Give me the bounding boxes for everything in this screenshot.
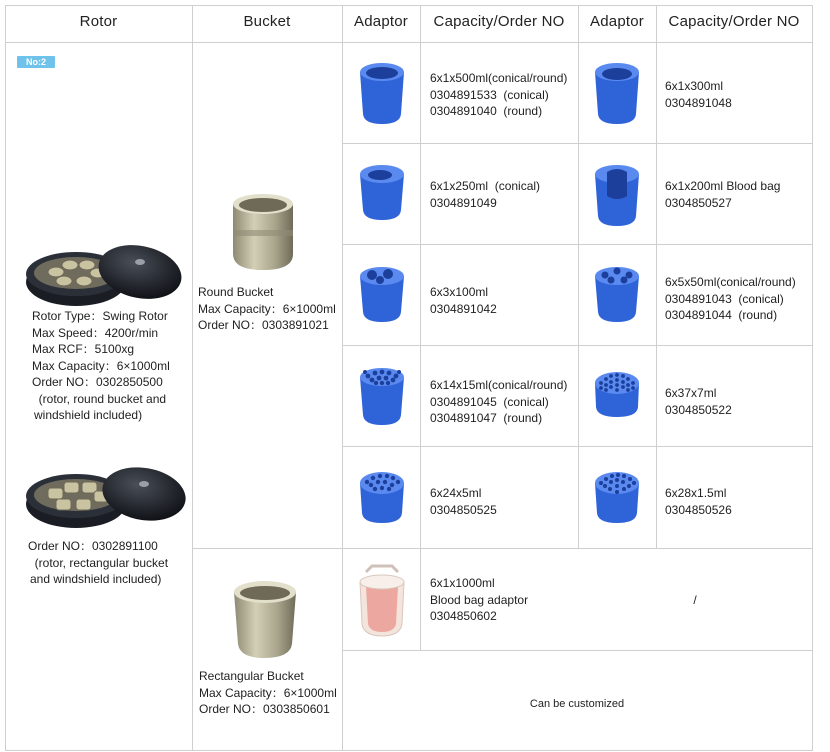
adaptor-spec-line: 0304850602 bbox=[430, 609, 497, 623]
table-border-left bbox=[5, 5, 6, 750]
adaptor-spec-line: 0304891045 (conical) bbox=[430, 394, 549, 409]
round-bucket-image bbox=[225, 190, 305, 280]
header-adaptor: Adaptor bbox=[354, 12, 408, 30]
adaptor-spec-line: 6x5x50ml(conical/round) bbox=[665, 275, 796, 289]
rotor-spec-line: (rotor, rectangular bucket bbox=[28, 555, 169, 570]
rectangular-bucket-image bbox=[228, 576, 308, 666]
adaptor-spec-line: 6x3x100ml bbox=[430, 285, 489, 299]
table-border-right bbox=[812, 5, 813, 750]
adaptor-spec-line: 6x14x15ml(conical/round) bbox=[430, 378, 568, 392]
bucket-spec-line: Order NO：0303891021 bbox=[198, 318, 329, 332]
adaptor-spec-line: 6x1x1000ml bbox=[430, 576, 495, 590]
header-bucket: Bucket bbox=[243, 12, 291, 30]
header-capacity: Capacity/Order NO bbox=[433, 12, 565, 30]
rotor-spec-line: Rotor Type：Swing Rotor bbox=[32, 309, 168, 323]
adaptor-28x1.5ml-image bbox=[587, 465, 647, 540]
adaptor-200ml-blood-bag-image bbox=[587, 160, 647, 235]
header-adaptor: Adaptor bbox=[590, 12, 644, 30]
rotor-number-badge: No:2 bbox=[17, 56, 55, 68]
not-applicable-mark: / bbox=[693, 593, 697, 607]
header-rotor: Rotor bbox=[79, 12, 118, 30]
adaptor-spec-line: 0304891049 bbox=[430, 195, 497, 210]
adaptor-spec-line: 6x24x5ml bbox=[430, 486, 482, 500]
header-divider bbox=[5, 42, 813, 43]
rotor-spec-line: Max RCF：5100xg bbox=[32, 342, 135, 356]
adaptor-spec-line: 6x1x250ml (conical) bbox=[430, 179, 541, 193]
adaptor-3x100ml-image bbox=[352, 262, 412, 337]
adaptor-spec-line: 6x1x300ml bbox=[665, 79, 724, 93]
row-divider bbox=[192, 548, 813, 549]
column-divider bbox=[656, 5, 657, 548]
column-divider bbox=[420, 5, 421, 650]
adaptor-spec-line: 0304850527 bbox=[665, 195, 732, 210]
blood-bag-adaptor-image bbox=[352, 562, 412, 642]
adaptor-spec-line: 0304891040 (round) bbox=[430, 104, 543, 118]
adaptor-spec-line: 0304850522 bbox=[665, 402, 732, 417]
bucket-spec-line: Max Capacity：6×1000ml bbox=[198, 301, 336, 316]
bucket-spec-line: Round Bucket bbox=[198, 285, 274, 299]
rotor-spec-line: Order NO：0302891100 bbox=[28, 539, 158, 553]
adaptor-spec-line: 6x1x200ml Blood bag bbox=[665, 179, 781, 193]
adaptor-spec-line: 0304891047 (round) bbox=[430, 411, 543, 425]
adaptor-spec-line: 0304891048 bbox=[665, 95, 732, 110]
bucket-spec-line: Rectangular Bucket bbox=[199, 669, 304, 683]
column-divider bbox=[192, 5, 193, 750]
adaptor-14x15ml-image bbox=[352, 363, 412, 438]
adaptor-spec-line: 6x37x7ml bbox=[665, 386, 717, 400]
bucket-spec-line: Max Capacity：6×1000ml bbox=[199, 685, 337, 700]
header-capacity: Capacity/Order NO bbox=[668, 12, 800, 30]
bucket-spec-line: Order NO：0303850601 bbox=[199, 702, 330, 716]
rotor-spec-line: Max Capacity：6×1000ml bbox=[32, 358, 170, 373]
rotor-spec-line: and windshield included) bbox=[30, 572, 162, 586]
swing-rotor-image bbox=[24, 230, 184, 310]
rotor-spec-line: Order NO：0302850500 bbox=[32, 375, 163, 389]
column-divider bbox=[578, 5, 579, 548]
row-divider bbox=[342, 650, 813, 651]
rotor-spec-line: Max Speed：4200r/min bbox=[32, 325, 159, 340]
adaptor-spec-line: 0304891042 bbox=[430, 301, 497, 316]
swing-rotor-rectangular-image bbox=[24, 460, 184, 540]
adaptor-24x5ml-image bbox=[352, 465, 412, 540]
adaptor-spec-line: 0304850526 bbox=[665, 502, 732, 517]
adaptor-spec-line: 6x1x500ml(conical/round) bbox=[430, 71, 568, 85]
adaptor-spec-line: 0304850525 bbox=[430, 502, 497, 517]
adaptor-spec-line: 0304891043 (conical) bbox=[665, 291, 784, 306]
adaptor-spec-line: Blood bag adaptor bbox=[430, 592, 529, 607]
adaptor-37x7ml-image bbox=[587, 365, 647, 440]
adaptor-spec-line: 6x28x1.5ml bbox=[665, 486, 727, 500]
adaptor-spec-line: 0304891044 (round) bbox=[665, 308, 778, 322]
column-divider bbox=[342, 5, 343, 750]
adaptor-500ml-image bbox=[352, 58, 412, 133]
rotor-spec-line: windshield included) bbox=[34, 408, 143, 422]
rotor-spec-line: (rotor, round bucket and bbox=[32, 391, 167, 406]
adaptor-spec-line: 0304891533 (conical) bbox=[430, 87, 549, 102]
table-border-bottom bbox=[5, 750, 813, 751]
adaptor-300ml-image bbox=[587, 58, 647, 133]
adaptor-250ml-image bbox=[352, 160, 412, 235]
adaptor-5x50ml-image bbox=[587, 262, 647, 337]
customization-note: Can be customized bbox=[529, 698, 625, 710]
